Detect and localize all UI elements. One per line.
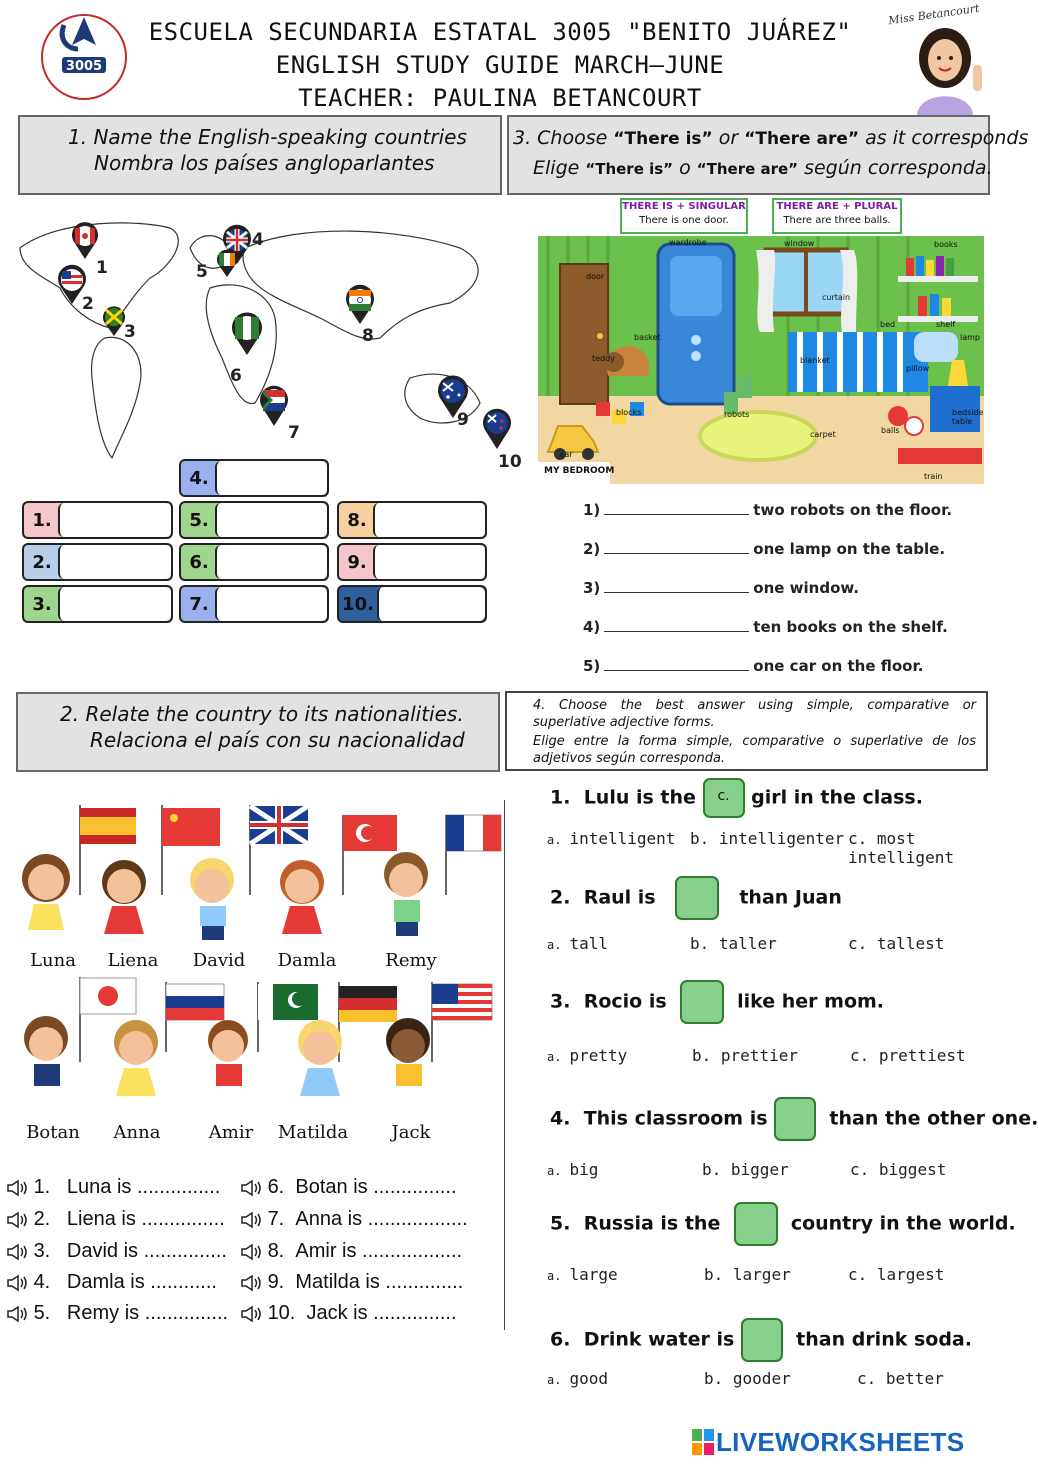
label-balls: balls xyxy=(881,426,900,435)
speaker-icon[interactable] xyxy=(6,1243,28,1261)
label-basket: basket xyxy=(634,333,661,342)
svg-text:3005: 3005 xyxy=(65,59,103,74)
option-6c[interactable]: c. better xyxy=(857,1369,944,1388)
option-3b[interactable]: b. prettier xyxy=(692,1046,798,1065)
option-6a[interactable]: a. good xyxy=(547,1369,608,1388)
option-1a[interactable]: a. intelligent xyxy=(547,829,676,848)
label-blanket: blanket xyxy=(800,356,830,365)
nationality-line-8: 8. Amir is .................. xyxy=(240,1240,462,1263)
nationality-line-10: 10. Jack is ............... xyxy=(240,1302,457,1325)
answer-input-1[interactable] xyxy=(58,503,171,537)
section1-instruction-box xyxy=(18,115,502,195)
label-window: window xyxy=(784,239,815,248)
answer-box-5 xyxy=(179,501,329,539)
blank-3[interactable] xyxy=(604,592,749,593)
kid-name-liena: Liena xyxy=(107,950,159,971)
pin-number-10: 10 xyxy=(498,452,522,472)
speaker-icon[interactable] xyxy=(240,1243,262,1261)
question-6: 6. Drink water is than drink soda. xyxy=(550,1318,972,1362)
column-divider xyxy=(504,800,505,1330)
pin-number-4: 4 xyxy=(252,230,264,250)
label-train: train xyxy=(924,472,943,481)
option-4c[interactable]: c. biggest xyxy=(850,1160,947,1179)
option-4a[interactable]: a. big xyxy=(547,1160,599,1179)
question-5: 5. Russia is the country in the world. xyxy=(550,1202,1016,1246)
answer-label-8: 8. xyxy=(347,509,367,531)
answer-label-1: 1. xyxy=(32,509,52,531)
section3-title-en: 3. Choose “There is” or “There are” as it corresponds xyxy=(513,127,1029,149)
speaker-icon[interactable] xyxy=(6,1179,28,1197)
answer-dropdown-1[interactable]: c. xyxy=(703,778,745,818)
nationality-line-6: 6. Botan is ............... xyxy=(240,1176,457,1199)
answer-input-2[interactable] xyxy=(58,545,171,579)
blank-4[interactable] xyxy=(604,631,749,632)
label-books: books xyxy=(934,240,958,249)
question-4: 4. This classroom is than the other one. xyxy=(550,1097,1038,1141)
answer-input-7[interactable] xyxy=(215,587,327,621)
option-2b[interactable]: b. taller xyxy=(690,934,777,953)
rule-there-are-head: THERE ARE + PLURAL xyxy=(776,201,898,212)
label-bed: bed xyxy=(880,320,896,329)
blank-2[interactable] xyxy=(604,553,749,554)
teacher-name: TEACHER: PAULINA BETANCOURT xyxy=(298,84,702,112)
option-2c[interactable]: c. tallest xyxy=(848,934,945,953)
speaker-icon[interactable] xyxy=(240,1179,262,1197)
sentence-4: 4) ten books on the shelf. xyxy=(583,618,948,636)
label-curtain: curtain xyxy=(822,293,851,302)
question-3: 3. Rocio is like her mom. xyxy=(550,980,884,1024)
pin-number-9: 9 xyxy=(457,410,469,430)
answer-box-10 xyxy=(337,585,487,623)
answer-box-1 xyxy=(22,501,173,539)
answer-input-9[interactable] xyxy=(373,545,485,579)
answer-input-4[interactable] xyxy=(215,461,327,495)
section3-title-es: Elige “There is” o “There are” según corresponda. xyxy=(533,157,993,179)
answer-box-8 xyxy=(337,501,487,539)
nationality-line-1: 1. Luna is ............... xyxy=(6,1176,220,1199)
answer-label-10: 10. xyxy=(342,593,374,615)
speaker-icon[interactable] xyxy=(6,1274,28,1292)
speaker-icon[interactable] xyxy=(240,1274,262,1292)
answer-label-6: 6. xyxy=(189,551,209,573)
kid-name-remy: Remy xyxy=(385,950,437,971)
answer-box-9 xyxy=(337,543,487,581)
section4-title-es: Elige entre la forma simple, comparative o superlative de los adjetivos según corresponda. xyxy=(533,734,976,766)
rule-there-are xyxy=(772,198,902,234)
rule-there-is-head: THERE IS + SINGULAR xyxy=(622,201,746,212)
teacher-avatar xyxy=(905,20,990,115)
map-pin-india xyxy=(344,285,376,325)
speaker-icon[interactable] xyxy=(6,1211,28,1229)
sentence-3: 3) one window. xyxy=(583,579,859,597)
answer-input-6[interactable] xyxy=(215,545,327,579)
school-name: ESCUELA SECUNDARIA ESTATAL 3005 "BENITO JUÁREZ" xyxy=(148,18,852,46)
rule-there-are-text: There are three balls. xyxy=(783,215,891,226)
kid-name-luna: Luna xyxy=(30,950,76,971)
sentence-2: 2) one lamp on the table. xyxy=(583,540,946,558)
label-carpet: carpet xyxy=(810,430,836,439)
nationality-line-3: 3. David is ............... xyxy=(6,1240,227,1263)
pin-number-7: 7 xyxy=(288,423,300,443)
answer-box-3 xyxy=(22,585,173,623)
label-blocks: blocks xyxy=(616,408,642,417)
option-1c[interactable]: c. most intelligent xyxy=(848,829,954,867)
map-pin-ireland xyxy=(215,248,239,278)
section4-instruction-box xyxy=(505,691,988,771)
nationality-line-9: 9. Matilda is .............. xyxy=(240,1271,463,1294)
section3-instruction-box xyxy=(507,115,1029,195)
answer-label-5: 5. xyxy=(189,509,209,531)
label-car: car xyxy=(560,450,573,459)
kid-name-matilda: Matilda xyxy=(277,1122,349,1143)
rule-there-is xyxy=(620,198,748,234)
answer-dropdown-2[interactable] xyxy=(675,876,719,920)
sentence-5: 5) one car on the floor. xyxy=(583,657,924,675)
label-pillow: pillow xyxy=(906,364,930,373)
option-5a[interactable]: a. large xyxy=(547,1265,618,1284)
kid-name-jack: Jack xyxy=(391,1122,431,1143)
question-2: 2. Raul is than Juan xyxy=(550,876,842,920)
label-teddy: teddy xyxy=(592,354,615,363)
speaker-icon[interactable] xyxy=(240,1305,262,1323)
kid-name-david: David xyxy=(192,950,246,971)
answer-dropdown-3[interactable] xyxy=(680,980,724,1024)
pin-number-5: 5 xyxy=(196,262,208,282)
question-1: 1. Lulu is the c. girl in the class. xyxy=(550,778,923,818)
label-wardrobe: wardrobe xyxy=(669,238,707,247)
answer-label-2: 2. xyxy=(32,551,52,573)
answer-dropdown-5[interactable] xyxy=(734,1202,778,1246)
answer-box-7 xyxy=(179,585,329,623)
sentence-1: 1) two robots on the floor. xyxy=(583,501,953,519)
pin-number-3: 3 xyxy=(124,322,136,342)
map-pin-new-zealand xyxy=(481,408,513,450)
option-4b[interactable]: b. bigger xyxy=(702,1160,789,1179)
pin-number-2: 2 xyxy=(82,294,94,314)
label-robots: robots xyxy=(724,410,750,419)
answer-box-6 xyxy=(179,543,329,581)
label-shelf: shelf xyxy=(936,320,956,329)
nationality-line-4: 4. Damla is ............ xyxy=(6,1271,217,1294)
answer-dropdown-6[interactable] xyxy=(741,1318,783,1362)
section2-title-es: Relaciona el país con su nacionalidad xyxy=(90,728,465,752)
option-6b[interactable]: b. gooder xyxy=(704,1369,791,1388)
teacher-signature: Miss Betancourt xyxy=(887,1,981,28)
answer-input-5[interactable] xyxy=(215,503,327,537)
speaker-icon[interactable] xyxy=(6,1305,28,1323)
bedroom-illustration xyxy=(538,236,984,484)
label-lamp: lamp xyxy=(960,333,980,342)
option-5c[interactable]: c. largest xyxy=(848,1265,945,1284)
option-3a[interactable]: a. pretty xyxy=(547,1046,628,1065)
answer-label-4: 4. xyxy=(189,467,209,489)
answer-input-3[interactable] xyxy=(58,587,171,621)
section2-instruction-box xyxy=(16,692,500,772)
kid-name-amir: Amir xyxy=(208,1122,254,1143)
option-3c[interactable]: c. prettiest xyxy=(850,1046,966,1065)
answer-input-8[interactable] xyxy=(373,503,485,537)
map-pin-south-africa xyxy=(258,385,290,427)
answer-label-7: 7. xyxy=(189,593,209,615)
answer-input-10[interactable] xyxy=(377,587,485,621)
kid-name-damla: Damla xyxy=(277,950,337,971)
option-1b[interactable]: b. intelligenter xyxy=(690,829,845,848)
nationality-line-2: 2. Liena is ............... xyxy=(6,1208,225,1231)
option-2a[interactable]: a. tall xyxy=(547,934,608,953)
liveworksheets-icon xyxy=(692,1429,714,1455)
pin-number-1: 1 xyxy=(96,258,108,278)
answer-label-3: 3. xyxy=(32,593,52,615)
bedroom-caption: MY BEDROOM xyxy=(544,466,615,476)
nationality-line-5: 5. Remy is ............... xyxy=(6,1302,228,1325)
pin-number-6: 6 xyxy=(230,366,242,386)
kid-name-anna: Anna xyxy=(113,1122,161,1143)
answer-dropdown-4[interactable] xyxy=(774,1097,816,1141)
label-door: door xyxy=(586,272,605,281)
map-pin-canada xyxy=(70,222,100,260)
map-pin-nigeria xyxy=(230,312,264,356)
rule-there-is-text: There is one door. xyxy=(639,215,729,226)
kids-row-2 xyxy=(14,972,504,1122)
answer-box-2 xyxy=(22,543,173,581)
study-guide-title: ENGLISH STUDY GUIDE MARCH–JUNE xyxy=(275,51,725,79)
section2-title-en: 2. Relate the country to its nationalities. xyxy=(60,702,464,726)
blank-5[interactable] xyxy=(604,670,749,671)
answer-label-9: 9. xyxy=(347,551,367,573)
section1-title-es: Nombra los países angloparlantes xyxy=(94,151,435,175)
liveworksheets-logo[interactable] xyxy=(692,1428,964,1456)
section1-title-en: 1. Name the English-speaking countries xyxy=(68,125,467,149)
speaker-icon[interactable] xyxy=(240,1211,262,1229)
pin-number-8: 8 xyxy=(362,326,374,346)
section4-title-en: 4. Choose the best answer using simple, comparative or superlative adjective forms. xyxy=(533,698,976,730)
nationality-line-7: 7. Anna is .................. xyxy=(240,1208,468,1231)
answer-box-4 xyxy=(179,459,329,497)
footer-brand: LIVEWORKSHEETS xyxy=(716,1426,965,1457)
kid-name-botan: Botan xyxy=(26,1122,80,1143)
label-bedside-table: bedside table xyxy=(952,408,984,426)
option-5b[interactable]: b. larger xyxy=(704,1265,791,1284)
blank-1[interactable] xyxy=(604,514,749,515)
